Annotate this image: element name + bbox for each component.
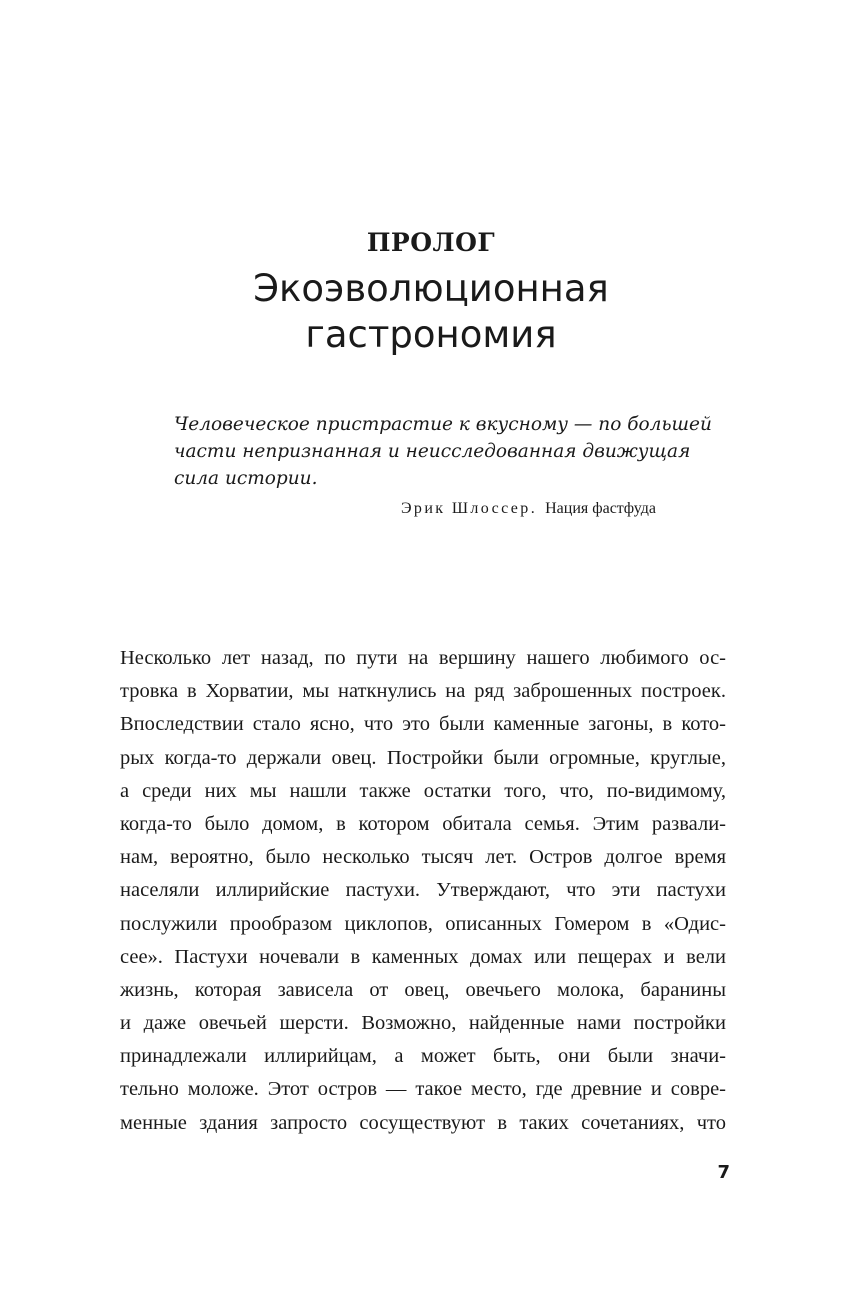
body-line: жизнь, которая зависела от овец, овечьего молока, баранины (120, 978, 726, 1001)
body-line: тельно моложе. Этот остров — такое место, где древние и совре- (120, 1078, 726, 1101)
body-line: нам, вероятно, было несколько тысяч лет. Остров долгое время (120, 846, 726, 869)
epigraph-line: сила истории. (174, 468, 318, 489)
body-line: сее». Пастухи ночевали в каменных домах или пещерах и вели (120, 945, 726, 968)
body-line: менные здания запросто сосуществуют в таких сочетаниях, что (120, 1111, 726, 1134)
epigraph-source: Нация фастфуда (545, 500, 656, 517)
body-line: а среди них мы нашли также остатки того, что, по-видимому, (120, 779, 726, 802)
chapter-kicker: ПРОЛОГ (366, 228, 496, 257)
chapter-title (0, 266, 862, 358)
body-line: послужили прообразом циклопов, описанных Гомером в «Одис- (120, 912, 726, 935)
epigraph-attribution (401, 500, 656, 518)
epigraph-line: части непризнанная и неисследованная движущая (174, 441, 691, 462)
chapter-title-line: гастрономия (305, 313, 557, 356)
epigraph-line: Человеческое пристрастие к вкусному — по большей (174, 414, 712, 435)
body-line: и даже овечьей шерсти. Возможно, найденные нами постройки (120, 1012, 726, 1035)
epigraph-author: Эрик Шлоссер. (400, 500, 538, 517)
body-paragraph (120, 642, 726, 1140)
page-number: 7 (717, 1162, 730, 1183)
body-line: Несколько лет назад, по пути на вершину нашего любимого ос- (120, 647, 726, 669)
body-line: Впоследствии стало ясно, что это были каменные загоны, в кото- (120, 713, 726, 736)
body-line: населяли иллирийские пастухи. Утверждают, что эти пастухи (120, 879, 726, 902)
body-line: тровка в Хорватии, мы наткнулись на ряд заброшенных построек. (120, 680, 726, 703)
body-line: рых когда-то держали овец. Постройки были огромные, круглые, (120, 746, 726, 769)
epigraph-quote (174, 411, 712, 492)
body-line: когда-то было домом, в котором обитала семья. Этим развали- (120, 812, 726, 835)
chapter-title-line: Экоэволюционная (253, 267, 609, 310)
body-line: принадлежали иллирийцам, а может быть, они были значи- (120, 1045, 726, 1068)
